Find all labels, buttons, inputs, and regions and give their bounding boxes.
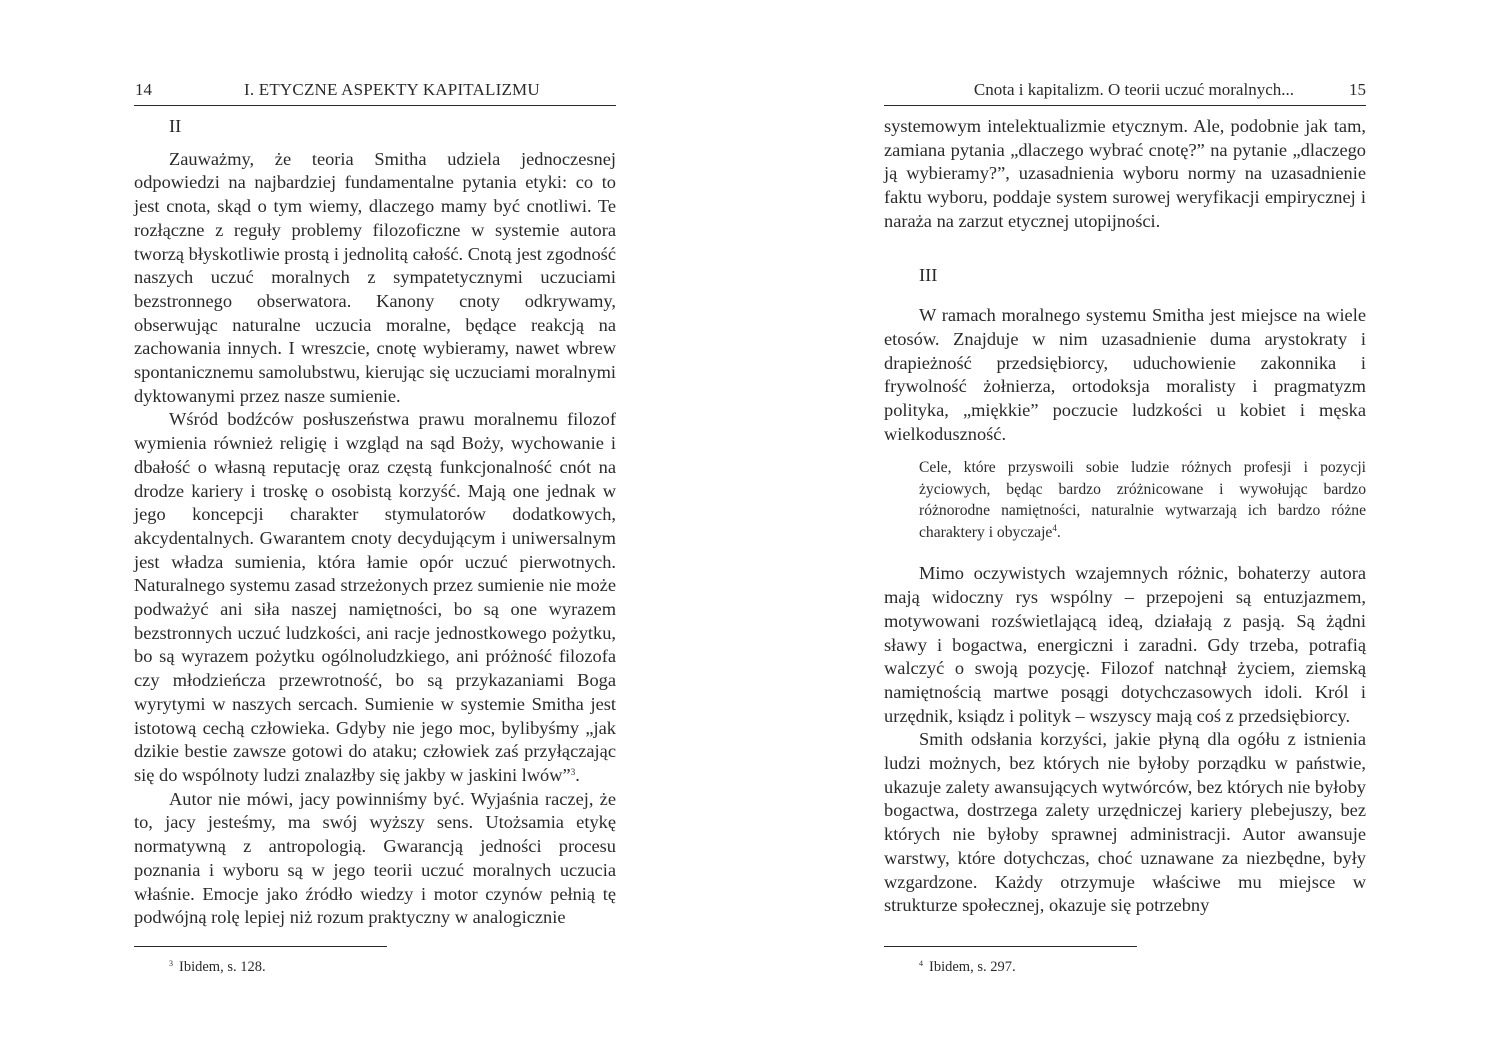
footnote-text: Ibidem, s. 297. [929,959,1016,975]
paragraph: Zauważmy, że teoria Smitha udziela jednoczesnej odpowiedzi na najbardziej fundamentalne pytania etyki: co to jest cnota, skąd o tym wiemy, dlaczego mamy być cnotliwi. Te rozłączne z reguły problemy filozoficzne w systemie autora tworzą błyskotliwie prostą i jednolitą całość. Cnotą jest zgodność naszych uczuć moralnych z sympatetycznymi uczuciami bezstronnego obserwatora. Kanony cnoty odkrywamy, obserwując naturalne uczucia moralne, będące reakcją na zachowania innych. I wreszcie, cnotę wybieramy, nawet wbrew spontanicznemu samolubstwu, kierując się uczuciami moralnymi dyktowanymi przez nasze sumienie. [134,148,616,406]
footnote-divider [134,946,387,947]
footnote-number: 4 [919,959,923,968]
page-number: 15 [1349,80,1366,99]
paragraph: Autor nie mówi, jacy powinniśmy być. Wyjaśnia raczej, że to, jacy jesteśmy, ma swój wyższy sens. Utożsamia etykę normatywną z antropologią. Gwarancją jedności procesu poznania i wyboru są w jego teorii uczuć moralnych uczucia właśnie. Emocje jako źródło wiedzy i motor czynów pełnią tę podwójną rolę lepiej niż rozum praktyczny w analogicznie [134,788,616,928]
page-number: 14 [135,80,152,99]
paragraph: Wśród bodźców posłuszeństwa prawu moralnemu filozof wymienia również religię i wzgląd na sąd Boży, wychowanie i dbałość o własną reputację oraz częstą funkcjonalność cnót na drodze kariery i troskę o osobistą korzyść. Mają one jednak w jego koncepcji charakter stymulatorów dodatkowych, akcydentalnych. Gwarantem cnoty decydującym i uniwersalnym jest władza sumienia, która łamie opór uczuć pierwotnych. Naturalnego systemu zasad strzeżonych przez sumienie nie może podważyć ani siła naszej namiętności, bo są one wyrazem bezstronnych uczuć ludzkości, ani racje jednostkowego pożytku, bo są wyrazem pożytku ogólnoludzkiego, ani próżność filozofa czy młodzieńcza przewrotność, bo są przykazaniami Boga wyrytymi w naszych sercach. Sumienie w systemie Smitha jest istotową cechą człowieka. Gdyby nie jego moc, bylibyśmy „jak dzikie bestie zawsze gotowi do ataku; człowiek zaś przyłączając się do wspólnoty ludzi znalazłby się jakby w jaskini lwów”$^3$. [134,409,616,785]
running-title: I. ETYCZNE ASPEKTY KAPITALIZMU [244,80,540,99]
continued-paragraph: systemowym intelektualizmie etycznym. Ale, podobnie jak tam, zamiana pytania „dlaczego wybrać cnotę?” na pytanie „dlaczego ją wybieramy?”, uzasadnienia wyboru normy na uzasadnienie faktu wyboru, poddaje system surowej weryfikacji empirycznej i naraża na zarzut etycznej utopijności. [884,116,1366,231]
footnote-number: 3 [169,959,173,968]
running-head [884,80,1366,106]
footnote-reference: 3 [570,766,576,777]
running-title: Cnota i kapitalizm. O teorii uczuć moralnych... [973,80,1294,99]
section-heading: III [919,264,938,285]
paragraph: Smith odsłania korzyści, jakie płyną dla ogółu z istnienia ludzi możnych, bez których nie byłoby porządku w państwie, ukazuje zalety awansujących wytwórców, bez których nie byłoby bogactwa, dostrzega zalety urzędniczej kariery plebejuszy, bez których nie byłoby sprawnej administracji. Autor awansuje warstwy, które dotychczas, choć uznawane za niezbędne, były wzgardzone. Każdy otrzymuje właściwe mu miejsce w strukturze społecznej, okazuje się potrzebny [884,729,1366,916]
paragraph-text: Wśród bodźców posłuszeństwa prawu moralnemu filozof wymienia również religię i wzgląd na sąd Boży, wychowanie i dbałość o własną reputację oraz częstą funkcjonalność cnót na drodze kariery i troskę o osobistą korzyść. Mają one jednak w jego koncepcji charakter stymulatorów dodatkowych, akcydentalnych. Gwarantem cnoty decydującym i uniwersalnym jest władza sumienia, która łamie opór uczuć pierwotnych. Naturalnego systemu zasad strzeżonych przez sumienie nie może podważyć ani siła naszej namiętności, bo są one wyrazem bezstronnych uczuć ludzkości, ani racje jednostkowego pożytku, bo są wyrazem pożytku ogólnoludzkiego, ani próżność filozofa czy młodzieńcza przewrotność, bo są przykazaniami Boga wyrytymi w naszych sercach. Sumienie w systemie Smitha jest istotową cechą człowieka. Gdyby nie jego moc, bylibyśmy „jak dzikie bestie zawsze gotowi do ataku; człowiek zaś przyłączając się do wspólnoty ludzi znalazłby się jakby w jaskini lwów” [134,409,616,785]
body-text [884,115,1366,918]
block-quote: Cele, które przyswoili sobie ludzie różnych profesji i pozycji życiowych, będąc bardzo zróżnicowane i wywołując bardzo różnorodne namiętności, naturalnie wytwarzają ich bardzo różne charaktery i obyczaje$^4$. [919,459,1366,541]
section-heading: II [169,116,182,136]
footnote-divider [884,946,1137,947]
footnote [169,955,266,976]
footnote [919,955,1016,976]
body-text [134,115,616,930]
paragraph: W ramach moralnego systemu Smitha jest miejsce na wiele etosów. Znajduje w nim uzasadnienie duma arystokraty i drapieżność przedsiębiorcy, uduchowienie zakonnika i frywolność żołnierza, ortodoksja moralisty i pragmatyzm polityka, „miękkie” poczucie ludzkości u kobiet i męska wielkoduszność. [884,305,1366,444]
running-head [134,80,616,106]
paragraph: Mimo oczywistych wzajemnych różnic, bohaterzy autora mają widoczny rys wspólny – przepojeni są entuzjazmem, motywowani rozświetlającą ideą, działają z pasją. Są żądni sławy i bogactwa, energiczni i zaradni. Gdy trzeba, potrafią walczyć o swoją pozycję. Filozof natchnął życiem, ziemską namiętnością martwe posągi dotychczasowych idoli. Król i urzędnik, ksiądz i polityk – wszyscy mają coś z przedsiębiorcy. [884,563,1366,726]
footnote-reference: 4 [1052,522,1057,533]
quote-text: Cele, które przyswoili sobie ludzie różnych profesji i pozycji życiowych, będąc bardzo zróżnicowane i wywołując bardzo różnorodne namiętności, naturalnie wytwarzają ich bardzo różne charaktery i obyczaje [919,459,1366,541]
footnote-text: Ibidem, s. 128. [179,959,266,975]
